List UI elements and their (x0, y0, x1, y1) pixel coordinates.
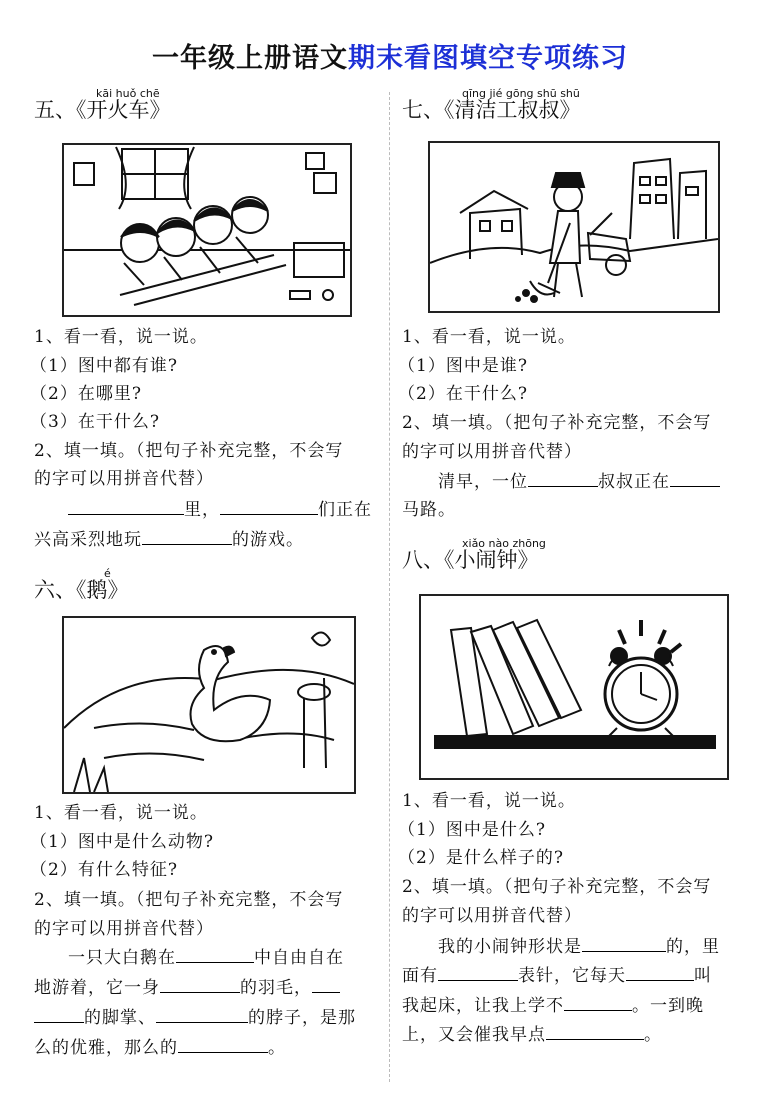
s8-fill-line-2: 面有 表针，它每天 叫 (402, 966, 712, 986)
section-8 (402, 537, 546, 574)
section-8-heading: 八、《小闹钟》 xiǎo nào zhōng (402, 546, 539, 574)
s6-q2-instruction: 2、填一填。（把句子补充完整，不会写 (34, 890, 344, 910)
s6-fill-line-1: 一只大白鹅在 中自由自在 (68, 948, 344, 968)
s7-q1a: （1）图中是谁? (398, 356, 528, 376)
answer-blank[interactable] (564, 994, 632, 1011)
s5-q2-instruction-2: 的字可以用拼音代替） (34, 469, 214, 489)
answer-blank[interactable] (176, 946, 254, 963)
section-7-heading: 七、《清洁工叔叔》 qīng jié gōng shū shū (402, 96, 581, 124)
s7-q2-instruction-2: 的字可以用拼音代替） (402, 442, 582, 462)
goose-illustration (62, 616, 356, 794)
answer-blank[interactable] (582, 935, 666, 952)
s5-q1c: （3）在干什么? (30, 412, 160, 432)
s5-q1a: （1）图中都有谁? (30, 356, 178, 376)
answer-blank[interactable] (160, 976, 240, 993)
answer-blank[interactable] (156, 1006, 248, 1023)
answer-blank[interactable] (670, 470, 720, 487)
s5-q1: 1、看一看，说一说。 (34, 327, 208, 347)
answer-blank[interactable] (178, 1036, 268, 1053)
alarm-clock-illustration (419, 594, 729, 780)
answer-blank[interactable] (546, 1023, 644, 1040)
section-7 (402, 87, 581, 124)
section-5-heading: 五、《开火车》 kāi huǒ chē (34, 96, 171, 124)
s8-q2-instruction: 2、填一填。（把句子补充完整，不会写 (402, 877, 712, 897)
s6-q2-instruction-2: 的字可以用拼音代替） (34, 919, 214, 939)
s6-fill-line-4: 么的优雅，那么的 。 (34, 1038, 286, 1058)
answer-blank[interactable] (34, 1006, 84, 1023)
answer-blank[interactable] (142, 528, 232, 545)
section-5 (34, 87, 171, 124)
s6-q1: 1、看一看，说一说。 (34, 803, 208, 823)
s5-q2-instruction: 2、填一填。（把句子补充完整，不会写 (34, 441, 344, 461)
column-divider (389, 92, 390, 1082)
s7-fill-line-1: 清早，一位 叔叔正在 (402, 470, 720, 493)
s8-q1a: （1）图中是什么? (398, 820, 546, 840)
s6-fill-line-3: 的脚掌、 的脖子，是那 (34, 1006, 356, 1029)
section-5-title: 开火车 (86, 98, 150, 122)
s8-q1b: （2）是什么样子的? (398, 848, 564, 868)
section-8-title: 小闹钟 (454, 548, 518, 572)
section-6-heading: 六、《鹅》 é (34, 576, 129, 604)
s8-fill-line-3: 我起床，让我上学不 。一到晚 (402, 996, 704, 1016)
section-6-pinyin: é (104, 567, 111, 580)
s5-fill-line-2: 兴高采烈地玩 的游戏。 (34, 530, 304, 550)
s6-q1a: （1）图中是什么动物? (30, 832, 214, 852)
train-game-illustration (62, 143, 352, 317)
s8-q1: 1、看一看，说一说。 (402, 791, 576, 811)
answer-blank[interactable] (626, 964, 694, 981)
section-6-title: 鹅 (86, 578, 108, 602)
s5-fill-line-1: 里， 们正在 (34, 498, 372, 521)
s6-fill-line-2: 地游着，它一身 的羽毛， (34, 976, 340, 999)
section-5-pinyin: kāi huǒ chē (96, 87, 160, 100)
section-6 (34, 567, 129, 604)
section-7-title: 清洁工叔叔 (454, 98, 560, 122)
s7-q1b: （2）在干什么? (398, 384, 528, 404)
answer-blank[interactable] (528, 470, 598, 487)
answer-blank[interactable] (220, 498, 318, 515)
section-8-pinyin: xiǎo nào zhōng (462, 537, 546, 550)
answer-blank[interactable] (68, 498, 184, 515)
s6-q1b: （2）有什么特征? (30, 860, 178, 880)
page-title: 一年级上册语文期末看图填空专项练习 (152, 43, 628, 74)
s5-q1b: （2）在哪里? (30, 384, 142, 404)
s8-fill-line-1: 我的小闹钟形状是 的，里 (438, 937, 720, 957)
s7-q2-instruction: 2、填一填。（把句子补充完整，不会写 (402, 413, 712, 433)
s7-q1: 1、看一看，说一说。 (402, 327, 576, 347)
street-cleaner-illustration (428, 141, 720, 313)
answer-blank[interactable] (312, 976, 340, 993)
s8-q2-instruction-2: 的字可以用拼音代替） (402, 906, 582, 926)
s7-fill-line-2: 马路。 (402, 500, 456, 520)
answer-blank[interactable] (438, 964, 518, 981)
section-7-pinyin: qīng jié gōng shū shū (462, 87, 580, 100)
s8-fill-line-4: 上，又会催我早点 。 (402, 1025, 662, 1045)
